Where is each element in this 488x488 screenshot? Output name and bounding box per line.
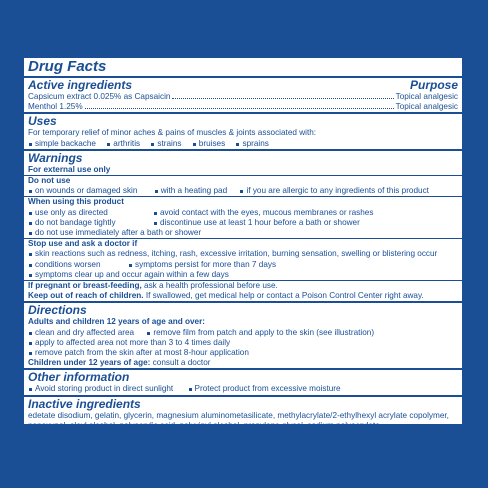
questions-section [24,443,462,457]
active-row [28,92,458,102]
bullet-icon [147,332,150,335]
bullet-icon [236,143,239,146]
when-using-item: use only as directed [35,207,108,217]
when-using-label: When using this product [28,197,124,207]
when-using-item: do not bandage tightly [35,217,116,227]
active-ingredient: Menthol 1.25% [28,102,83,112]
warnings-header: Warnings [28,150,83,165]
use-item: strains [157,138,182,148]
bullet-icon [29,332,32,335]
active-ingredients-section [24,78,462,114]
inactive-line: edetate disodium, gelatin, glycerin, magnesium aluminometasilicate, methylacrylate/2-ethylhexyl acrylate copolymer, [28,410,449,420]
inactive-line: sorbitan monooleate, tartaric acid, titanium dioxide, water [28,431,236,441]
purpose-header: Purpose [409,78,458,92]
do-not-use-label: Do not use [28,176,71,186]
inactive-ingredients-header: Inactive ingredients [28,396,141,411]
uses-list [28,139,458,149]
do-not-use-item: with a heating pad [160,186,228,196]
uses-text: For temporary relief of minor aches & pains of muscles & joints associated with: [28,128,317,138]
active-row [28,102,458,112]
do-not-use-item: if you are allergic to any ingredients of this product [246,186,429,196]
bullet-icon [29,388,32,391]
dot-leader [172,98,393,99]
bullet-icon [29,212,32,215]
use-item: arthritis [113,138,141,148]
uses-section [24,114,462,150]
dot-leader [85,108,394,109]
pregnant-label: If pregnant or breast-feeding, [28,281,142,291]
bullet-icon [240,190,243,193]
bullet-icon [29,342,32,345]
bullet-icon [29,274,32,277]
directions-header: Directions [28,303,87,318]
bullet-icon [155,190,158,193]
stop-use-label: Stop use and ask a doctor if [28,239,138,249]
directions-section [24,303,462,370]
title-section [24,58,462,78]
other-item: Avoid storing product in direct sunlight [35,384,174,394]
bullet-icon [29,264,32,267]
website-link[interactable]: www.salonpas.us [279,445,351,456]
external-use-label: For external use only [28,164,111,174]
warnings-section [24,151,462,304]
inactive-line: nonoxynol, oleyl alcohol, polyacrylic acid, polyvinyl alcohol, propylene glycol, sodium polyacrylate, [28,420,383,430]
stop-use-item: symptoms clear up and occur again within a few days [35,269,229,279]
direction-item: remove film from patch and apply to the skin (see illustration) [153,327,375,337]
other-information-header: Other information [28,370,130,385]
use-item: sprains [242,138,269,148]
when-using-item: avoid contact with the eyes, mucous membranes or rashes [160,207,374,217]
pregnant-text: ask a health professional before use. [141,281,278,291]
bullet-icon [129,264,132,267]
direction-item: clean and dry affected area [35,327,135,337]
stop-use-item: conditions worsen [35,259,101,269]
bullet-icon [154,222,157,225]
when-using-item: do not use immediately after a bath or shower [35,228,202,238]
drug-facts-panel [22,56,464,458]
other-information-section [24,370,462,396]
bullet-icon [193,143,196,146]
bullet-icon [29,190,32,193]
active-purpose: Topical analgesic [395,92,458,101]
adults-label: Adults and children 12 years of age and over: [28,317,205,327]
active-ingredient: Capsicum extract 0.025% as Capsaicin [28,92,171,101]
uses-header: Uses [28,114,57,129]
direction-item: remove patch from the skin after at most 8-hour application [35,348,249,358]
active-ingredients-header: Active ingredients [28,78,133,92]
page-title: Drug Facts [28,58,107,75]
use-item: bruises [198,138,226,148]
inactive-ingredients-section [24,397,462,444]
reach-label: Keep out of reach of children. [28,291,144,301]
when-using-block [24,197,462,239]
bullet-icon [151,143,154,146]
bullet-icon [29,232,32,235]
use-item: simple backache [35,138,96,148]
do-not-use-block [24,176,462,197]
when-using-item: discontinue use at least 1 hour before a bath or shower [160,217,360,227]
stop-use-block [24,239,462,281]
children-text: consult a doctor [150,358,211,368]
do-not-use-item: on wounds or damaged skin [35,186,138,196]
pregnancy-block [24,281,462,301]
direction-item: apply to affected area not more than 3 to 4 times daily [35,337,231,347]
bullet-icon [29,253,32,256]
reach-text: If swallowed, get medical help or contact a Poison Control Center right away. [143,291,424,301]
phone-number[interactable]: 1-800-826-8861 [208,445,267,455]
bullet-icon [29,352,32,355]
toll-free-label: Toll free [177,445,209,455]
active-purpose: Topical analgesic [395,102,458,112]
children-label: Children under 12 years of age: [28,358,151,368]
bullet-icon [154,212,157,215]
questions-label: Questions or comments? [28,443,173,458]
bullet-icon [29,222,32,225]
bullet-icon [189,388,192,391]
other-item: Protect product from excessive moisture [194,384,341,394]
bullet-icon [107,143,110,146]
stop-use-item: symptoms persist for more than 7 days [135,259,277,269]
bullet-icon [29,143,32,146]
stop-use-item: skin reactions such as redness, itching, rash, excessive irritation, burning sensation, swelling or blistering occur [35,249,438,259]
